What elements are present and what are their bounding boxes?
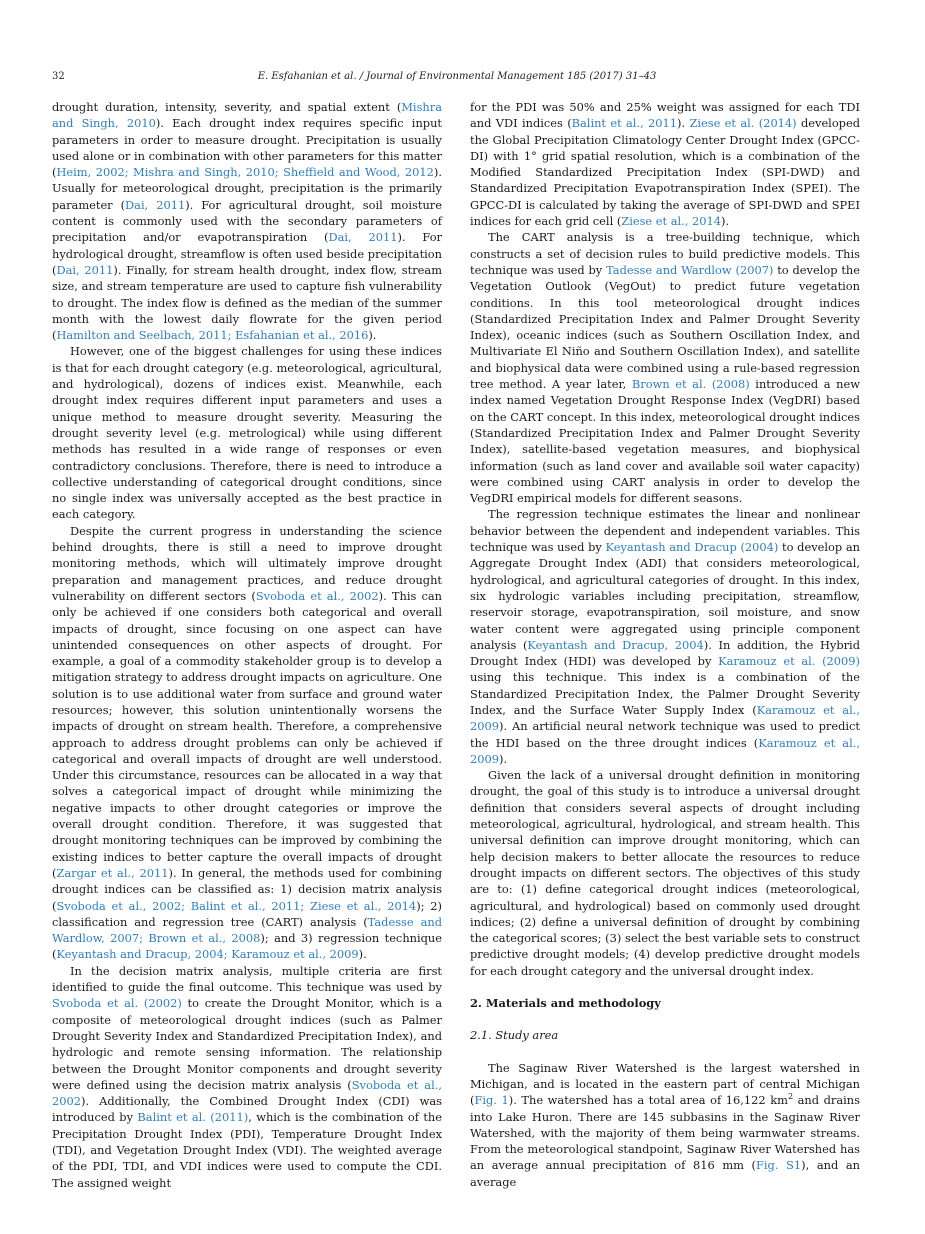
text-span: ); and 3) regression technique (	[52, 931, 442, 962]
citation-link[interactable]: Hamilton and Seelbach, 2011; Esfahanian et al., 2016	[56, 328, 369, 343]
text-span: The Saginaw River Watershed is the largest watershed in Michigan, and is located in the eastern part of central Michigan (	[470, 1060, 860, 1108]
citation-link[interactable]: Keyantash and Dracup, 2004; Karamouz et al., 2009	[56, 947, 359, 962]
citation-link[interactable]: Tadesse and Wardlow (2007)	[606, 262, 774, 277]
right-column	[470, 99, 860, 1190]
text-span: ). Each drought index requires specific input parameters in order to measure drought. Precipitation is usually used alone or in combination with other parameters for this matter (	[52, 116, 442, 180]
paragraph	[470, 506, 860, 767]
text-span: ). Additionally, the Combined Drought Index (CDI) was introduced by	[52, 1094, 442, 1125]
citation-link[interactable]: Brown et al. (2008)	[631, 377, 750, 392]
text-span: to create the Drought Monitor, which is a composite of meteorological drought indices (such as Palmer Drought Severity Index and Standardized Precipitation Index), and hydrologic and remote sensing information. The relationship between the Drought Monitor components and drought severity were defined using the decision matrix analysis (	[52, 996, 442, 1092]
text-span: In the decision matrix analysis, multiple criteria are first identified to guide the final outcome. This technique was used by	[52, 963, 442, 995]
text-span: The CART analysis is a tree-building technique, which constructs a set of decision rules to build predictive models. This technique was used by	[470, 230, 860, 277]
text-span: ). This can only be achieved if one considers both categorical and overall impacts of drought, since focusing on one aspect can have unintended consequences on other aspects of drought. For example, a goal of a commodity stakeholder group is to develop a mitigation strategy to address drought impacts on agriculture. One solution is to use additional water from surface and ground water resources; however, this solution unintentionally worsens the impacts of drought on stream health. Therefore, a comprehensive approach to address drought problems can only be achieved if categorical and overall impacts of drought are well understood. Under this circumstance, resources can be allocated in a way that solves a categorical impact of drought while minimizing the negative impacts to other drought categories or improve the overall drought condition. Therefore, it was suggested that drought monitoring techniques can be improved by combining the existing indices to better capture the overall impacts of drought (	[52, 588, 442, 880]
text-span: drought duration, intensity, severity, and spatial extent (	[52, 100, 402, 114]
paragraph: However, one of the biggest challenges for using these indices is that for each drought category (e.g. meteorological, agricultural, and hydrological), dozens of indices exist. Meanwhile, each drought index requires different input parameters and uses a unique method to measure drought severity. Measuring the drought severity level (e.g. metrological) while using different methods has resulted in a wide range of responses or even contradictory conclusions. Therefore, there is need to introduce a collective understanding of categorical drought conditions, since no single index was universally accepted as the best practice in each category.	[52, 344, 442, 522]
citation-link[interactable]: Dai, 2011	[56, 262, 114, 277]
paragraph	[52, 99, 442, 343]
citation-link[interactable]: Svoboda et al. (2002)	[52, 996, 182, 1011]
figure-link[interactable]: Fig. S1	[756, 1158, 802, 1173]
page-number: 32	[52, 71, 65, 82]
text-span: The regression technique estimates the linear and nonlinear behavior between the dependent and independent variables. This technique was used by	[470, 507, 860, 555]
citation-link[interactable]: Heim, 2002; Mishra and Singh, 2010; Sheffield and Wood, 2012	[56, 165, 434, 180]
citation-link[interactable]: Ziese et al. (2014)	[689, 116, 797, 131]
text-span: for the PDI was 50% and 25% weight was assigned for each TDI and VDI indices (	[470, 100, 860, 131]
text-span: to develop the Vegetation Outlook (VegOut) to predict future vegetation conditions. In this tool meteorological drought indices (Standardized Precipitation Index and Palmer Drought Severity Index), oceanic indices (such as Southern Oscillation Index, and Multivariate El Niño and Southern Oscillation Index), and satellite and biophysical data were combined using a rule-based regression tree method. A year later,	[470, 262, 861, 392]
citation-link[interactable]: Tadesse and Wardlow, 2007; Brown et al., 2008	[52, 914, 442, 946]
section-heading: 2. Materials and methodology	[470, 996, 661, 1011]
text-span: ). For hydrological drought, streamflow is often used beside precipitation (	[52, 230, 442, 277]
paragraph	[470, 99, 860, 229]
citation-link[interactable]: Balint et al., 2011	[571, 116, 678, 131]
citation-link[interactable]: Dai, 2011	[125, 197, 186, 212]
citation-link[interactable]: Svoboda et al., 2002; Balint et al., 2011; Ziese et al., 2014	[56, 898, 417, 913]
left-column	[52, 99, 442, 1191]
paragraph	[52, 523, 442, 963]
paragraph	[470, 229, 860, 506]
figure-link[interactable]: Fig. 1	[474, 1093, 509, 1108]
text-span: ). For agricultural drought, soil moisture content is commonly used with the secondary parameters of precipitation and/or evapotranspiration (	[52, 197, 442, 245]
citation-link[interactable]: Keyantash and Dracup, 2004	[527, 637, 704, 652]
text-span: ). An artificial neural network technique was used to predict the HDI based on the three drought indices (	[470, 719, 860, 750]
paragraph	[52, 963, 442, 1191]
text-span: and drains into Lake Huron. There are 145 subbasins in the Saginaw River Watershed, with the majority of them being warmwater streams. From the meteorological standpoint, Saginaw River Watershed has an average annual precipitation of 816 mm (	[470, 1093, 860, 1173]
text-span: , which is the combination of the Precipitation Drought Index (PDI), Temperature Drought Index (TDI), and Vegetation Drought Index (VDI). The weighted average of the PDI, TDI, and VDI indices were used to compute the CDI. The assigned weight	[52, 1110, 442, 1190]
page-header	[52, 71, 862, 87]
text-span: ). The watershed has a total area of 16,122 km	[508, 1093, 788, 1108]
citation-link[interactable]: Svoboda et al., 2002	[255, 588, 379, 603]
text-span: ). In addition, the Hybrid Drought Index (HDI) was developed by	[470, 637, 860, 669]
running-head: E. Esfahanian et al. / Journal of Environmental Management 185 (2017) 31–43	[257, 71, 657, 82]
citation-link[interactable]: Zargar et al., 2011	[56, 865, 169, 880]
text-span: ).	[499, 751, 508, 766]
citation-link[interactable]: Svoboda et al., 2002	[52, 1077, 442, 1109]
citation-link[interactable]: Karamouz et al., 2009	[470, 735, 860, 766]
paragraph	[470, 1060, 860, 1190]
text-span: developed the Global Precipitation Climatology Center Drought Index (GPCC-DI) with 1° grid spatial resolution, which is a combination of the Modified Standardized Precipitation Index (SPI-DWD) and Standardized Precipitation Evapotranspiration Index (SPEI). The GPCC-DI is calculated by taking the average of SPI-DWD and SPEI indices for each grid cell (	[470, 116, 861, 229]
text-span: using this technique. This index is a combination of the Standardized Precipitation Index, the Palmer Drought Severity Index, and the Surface Water Supply Index (	[470, 670, 860, 717]
text-span: ). In general, the methods used for combining drought indices can be classified as: 1) decision matrix analysis (	[52, 865, 442, 913]
text-span: ); 2) classification and regression tree (CART) analysis (	[52, 898, 443, 929]
citation-link[interactable]: Mishra and Singh, 2010	[52, 100, 442, 131]
citation-link[interactable]: Balint et al. (2011)	[137, 1110, 249, 1125]
text-span: ).	[368, 328, 377, 343]
text-span: introduced a new index named Vegetation Drought Response Index (VegDRI) based on the CART concept. In this index, meteorological drought indices (Standardized Precipitation Index and Palmer Drought Severity Index), satellite-based vegetation measures, and biophysical information (such as land cover and available soil water capacity) were combined using CART analysis in order to develop the VegDRI empirical models for different seasons.	[470, 377, 860, 506]
text-span: ).	[358, 947, 367, 962]
citation-link[interactable]: Dai, 2011	[328, 230, 398, 245]
text-span: Despite the current progress in understanding the science behind droughts, there is still a need to improve drought monitoring methods, which will ultimately improve drought preparation and management practices, and reduce drought vulnerability on different sectors (	[52, 523, 442, 603]
text-span: ).	[677, 116, 690, 131]
text-span: ). Finally, for stream health drought, index flow, stream size, and stream temperature are used to capture fish vulnerability to drought. The index flow is defined as the median of the summer month with the lowest daily flowrate for the given period (	[52, 262, 443, 343]
text-span: ). Usually for meteorological drought, precipitation is the primarily parameter (	[52, 165, 442, 212]
citation-link[interactable]: Keyantash and Dracup (2004)	[605, 540, 779, 555]
citation-link[interactable]: Karamouz et al., 2009	[470, 702, 860, 734]
text-span: ), and an average	[470, 1158, 860, 1189]
text-span: ).	[721, 214, 730, 229]
citation-link[interactable]: Karamouz et al. (2009)	[718, 654, 860, 669]
text-span: to develop an Aggregate Drought Index (ADI) that considers meteorological, hydrological, and agricultural categories of drought. In this index, six hydrologic variables including precipitation, streamflow, reservoir storage, evapotranspiration, soil moisture, and snow water content were aggregated using principle component analysis (	[470, 540, 860, 652]
citation-link[interactable]: Ziese et al., 2014	[621, 214, 722, 229]
superscript: 2	[787, 1092, 794, 1102]
subsection-heading: 2.1. Study area	[470, 1028, 559, 1043]
paragraph: Given the lack of a universal drought definition in monitoring drought, the goal of this study is to introduce a universal drought definition that considers several aspects of drought including meteorological, agricultural, hydrological, and stream health. This universal definition can improve drought monitoring, which can help decision makers to better allocate the resources to reduce drought impacts on different sectors. The objectives of this study are to: (1) define categorical drought indices (meteorological, agricultural, and hydrological) based on commonly used drought indices; (2) define a universal definition of drought by combining the categorical scores; (3) select the best variable sets to construct predictive drought models; (4) develop predictive drought models for each drought category and the universal drought index.	[470, 768, 860, 978]
